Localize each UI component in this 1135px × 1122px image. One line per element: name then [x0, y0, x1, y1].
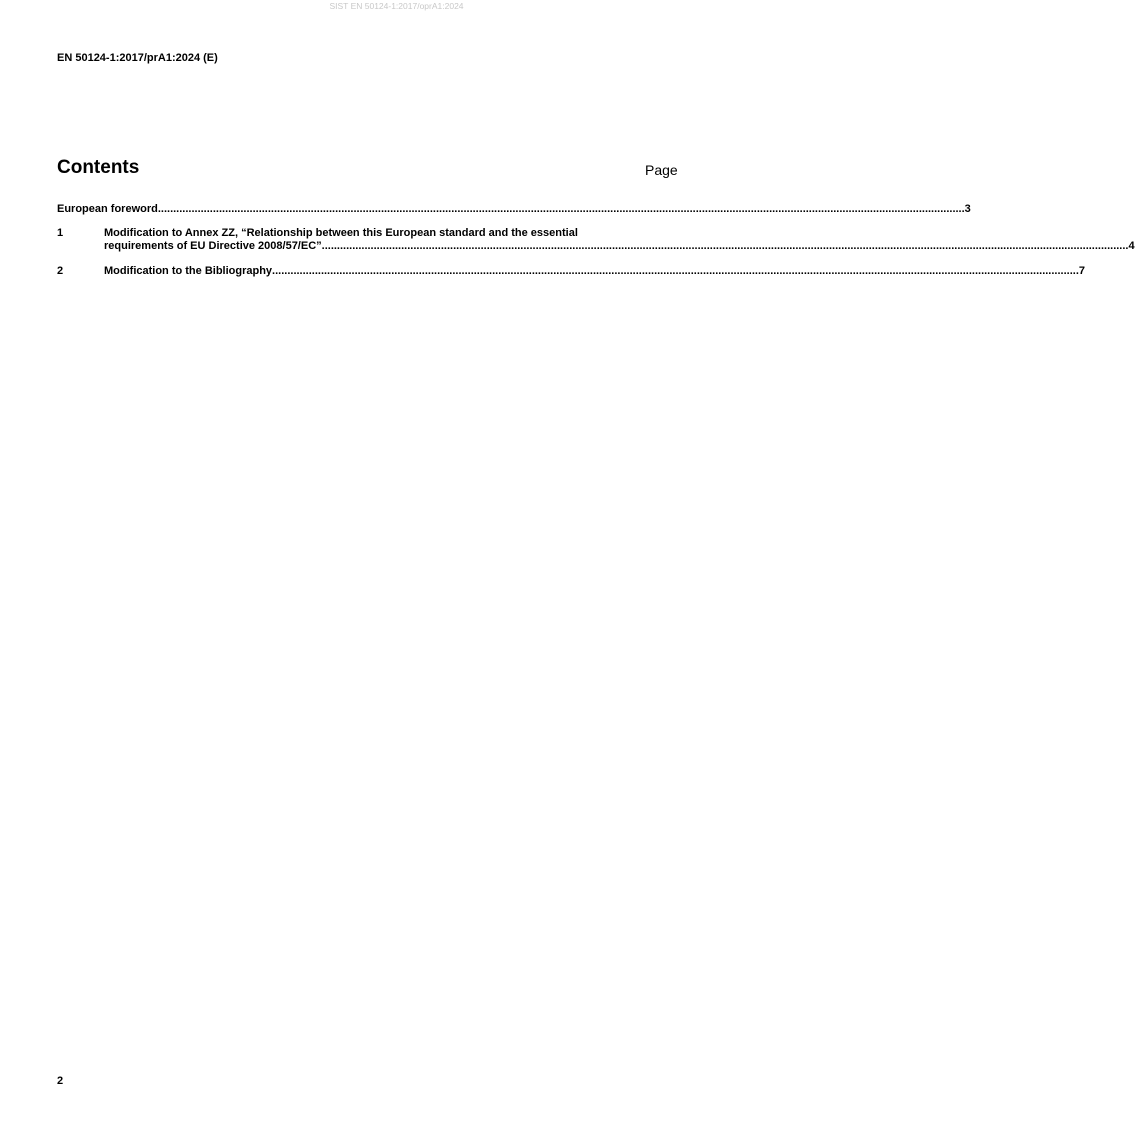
table-of-contents	[57, 203, 1135, 290]
toc-leader-dots	[272, 265, 1079, 278]
toc-entry-bibliography[interactable]	[57, 265, 1085, 278]
page-number: 2	[57, 1075, 64, 1087]
toc-entry-title: European foreword	[57, 203, 158, 215]
toc-entry-number: 2	[57, 265, 64, 277]
toc-entry-page: 7	[1078, 265, 1085, 277]
toc-entry-page: 3	[964, 203, 971, 215]
toc-entry-title-line1: Modification to Annex ZZ, “Relationship between this European standard and the essential	[104, 227, 578, 239]
toc-entry-page: 4	[1128, 240, 1135, 252]
toc-entry-european-foreword[interactable]	[57, 203, 971, 216]
toc-leader-dots	[158, 203, 965, 216]
toc-entry-number: 1	[57, 227, 64, 239]
toc-entry-title-line2: requirements of EU Directive 2008/57/EC”	[104, 240, 322, 252]
contents-heading: Contents	[57, 157, 140, 178]
toc-leader-dots	[322, 240, 1129, 253]
toc-entry-title: Modification to the Bibliography	[104, 265, 273, 277]
watermark: SIST EN 50124-1:2017/oprA1:2024	[329, 1, 464, 11]
document-identifier: EN 50124-1:2017/prA1:2024 (E)	[57, 52, 218, 64]
toc-entry-annex-zz[interactable]	[57, 227, 1135, 253]
page-column-label: Page	[645, 162, 678, 178]
